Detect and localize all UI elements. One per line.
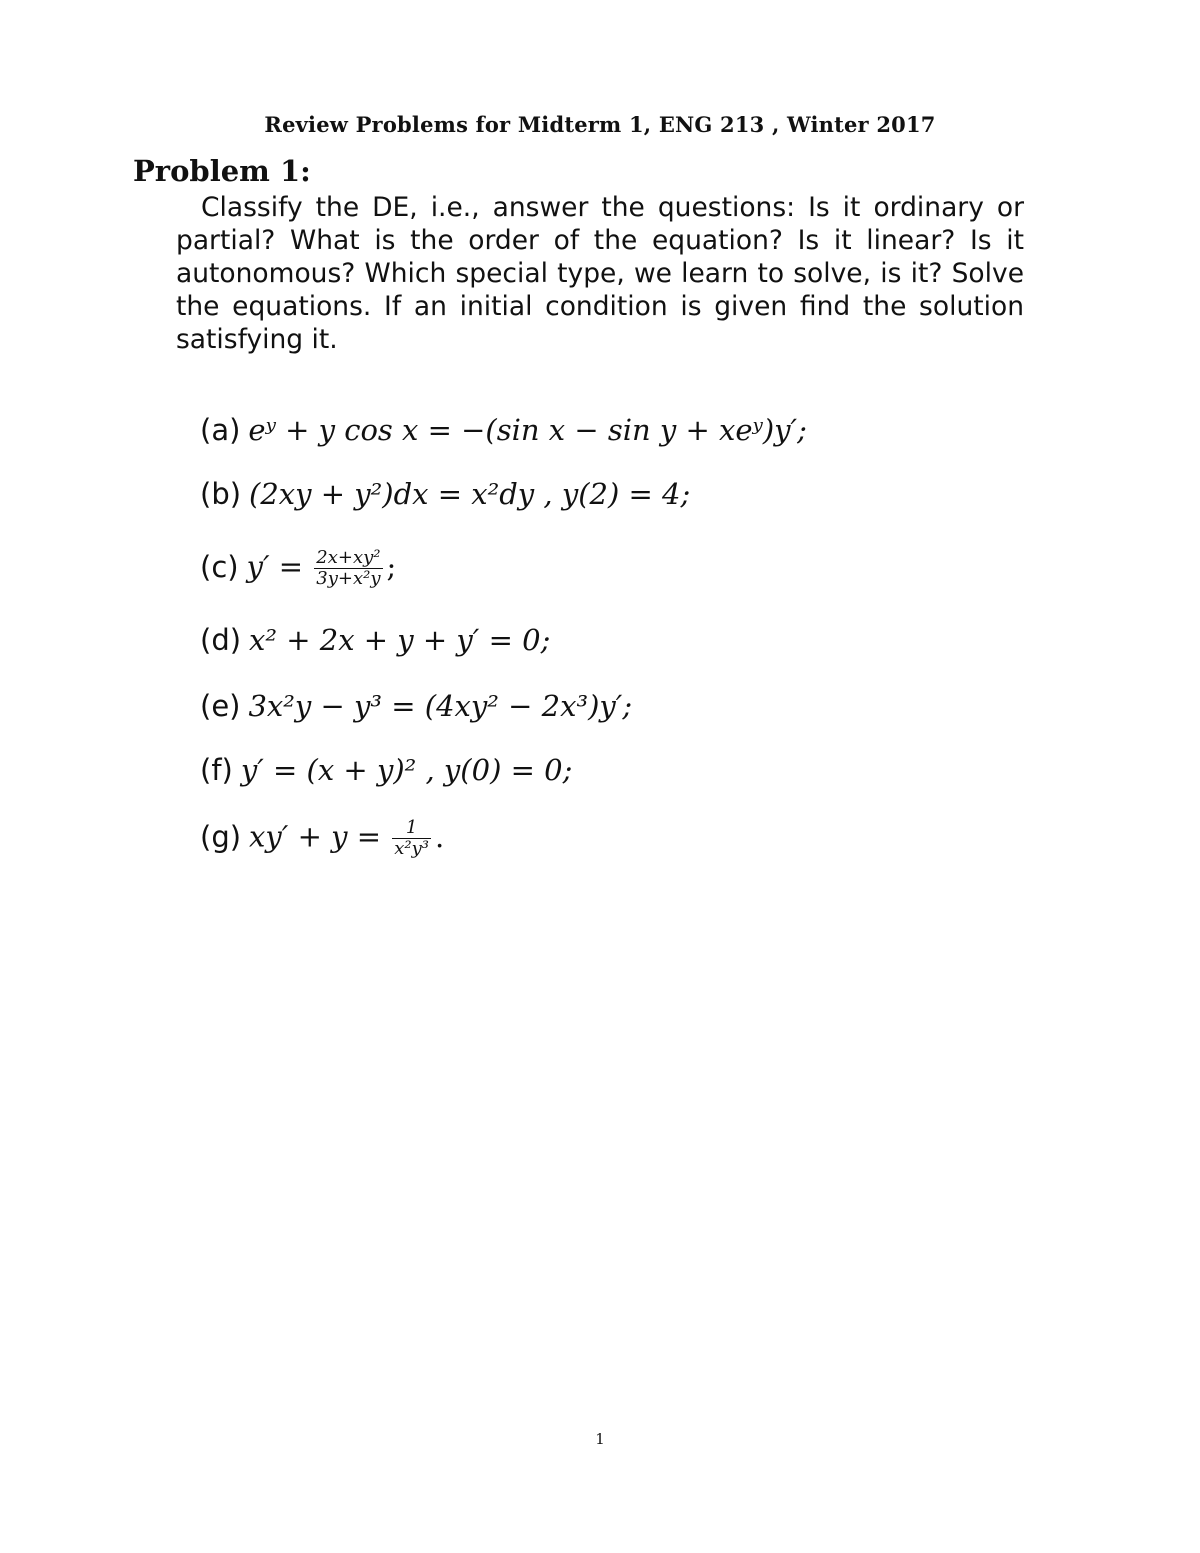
equation-g bbox=[200, 818, 444, 859]
equation-label: (a) bbox=[200, 413, 241, 447]
equation-label: (d) bbox=[200, 623, 242, 657]
equation-expression: (2xy + y²)dx = x²dy , y(2) = 4; bbox=[249, 477, 691, 511]
problem-title: Problem 1: bbox=[133, 154, 311, 188]
problem-instructions: Classify the DE, i.e., answer the questions: Is it ordinary or partial? What is the order of the equation? Is it linear? Is it autonomous? Which special type, we learn to solve, is it? Solve the equations. If an initial condition is given find the solution satisfying it. bbox=[176, 192, 1024, 355]
equation-label: (e) bbox=[200, 689, 241, 723]
equation-label: (g) bbox=[200, 819, 242, 854]
equation-label: (f) bbox=[200, 753, 233, 787]
equation-expression: x² + 2x + y + y′ = 0; bbox=[249, 623, 551, 657]
equation-lhs: y′ = bbox=[246, 549, 313, 584]
equation-b bbox=[200, 476, 690, 512]
fraction bbox=[392, 818, 431, 859]
equation-label: (b) bbox=[200, 477, 242, 511]
fraction-denominator: x²y³ bbox=[394, 838, 429, 859]
fraction-denominator: 3y+x²y bbox=[316, 568, 381, 589]
equation-e bbox=[200, 688, 632, 724]
equation-label: (c) bbox=[200, 549, 239, 584]
equation-lhs: xy′ + y = bbox=[249, 819, 391, 854]
equation-f bbox=[200, 752, 572, 788]
equation-tail: . bbox=[435, 819, 445, 854]
equation-d bbox=[200, 622, 550, 658]
document-header: Review Problems for Midterm 1, ENG 213 , Winter 2017 bbox=[264, 112, 936, 137]
equation-expression: 3x²y − y³ = (4xy² − 2x³)y′; bbox=[248, 689, 633, 723]
equation-expression: eʸ + y cos x = −(sin x − sin y + xeʸ)y′; bbox=[248, 413, 807, 447]
equation-tail: ; bbox=[386, 549, 397, 584]
equation-c bbox=[200, 548, 396, 589]
equation-expression: y′ = (x + y)² , y(0) = 0; bbox=[240, 753, 573, 787]
equation-a bbox=[200, 412, 807, 448]
fraction bbox=[314, 548, 382, 589]
fraction-numerator: 1 bbox=[405, 817, 418, 838]
fraction-numerator: 2x+xy² bbox=[316, 547, 381, 568]
page-number: 1 bbox=[595, 1430, 605, 1448]
